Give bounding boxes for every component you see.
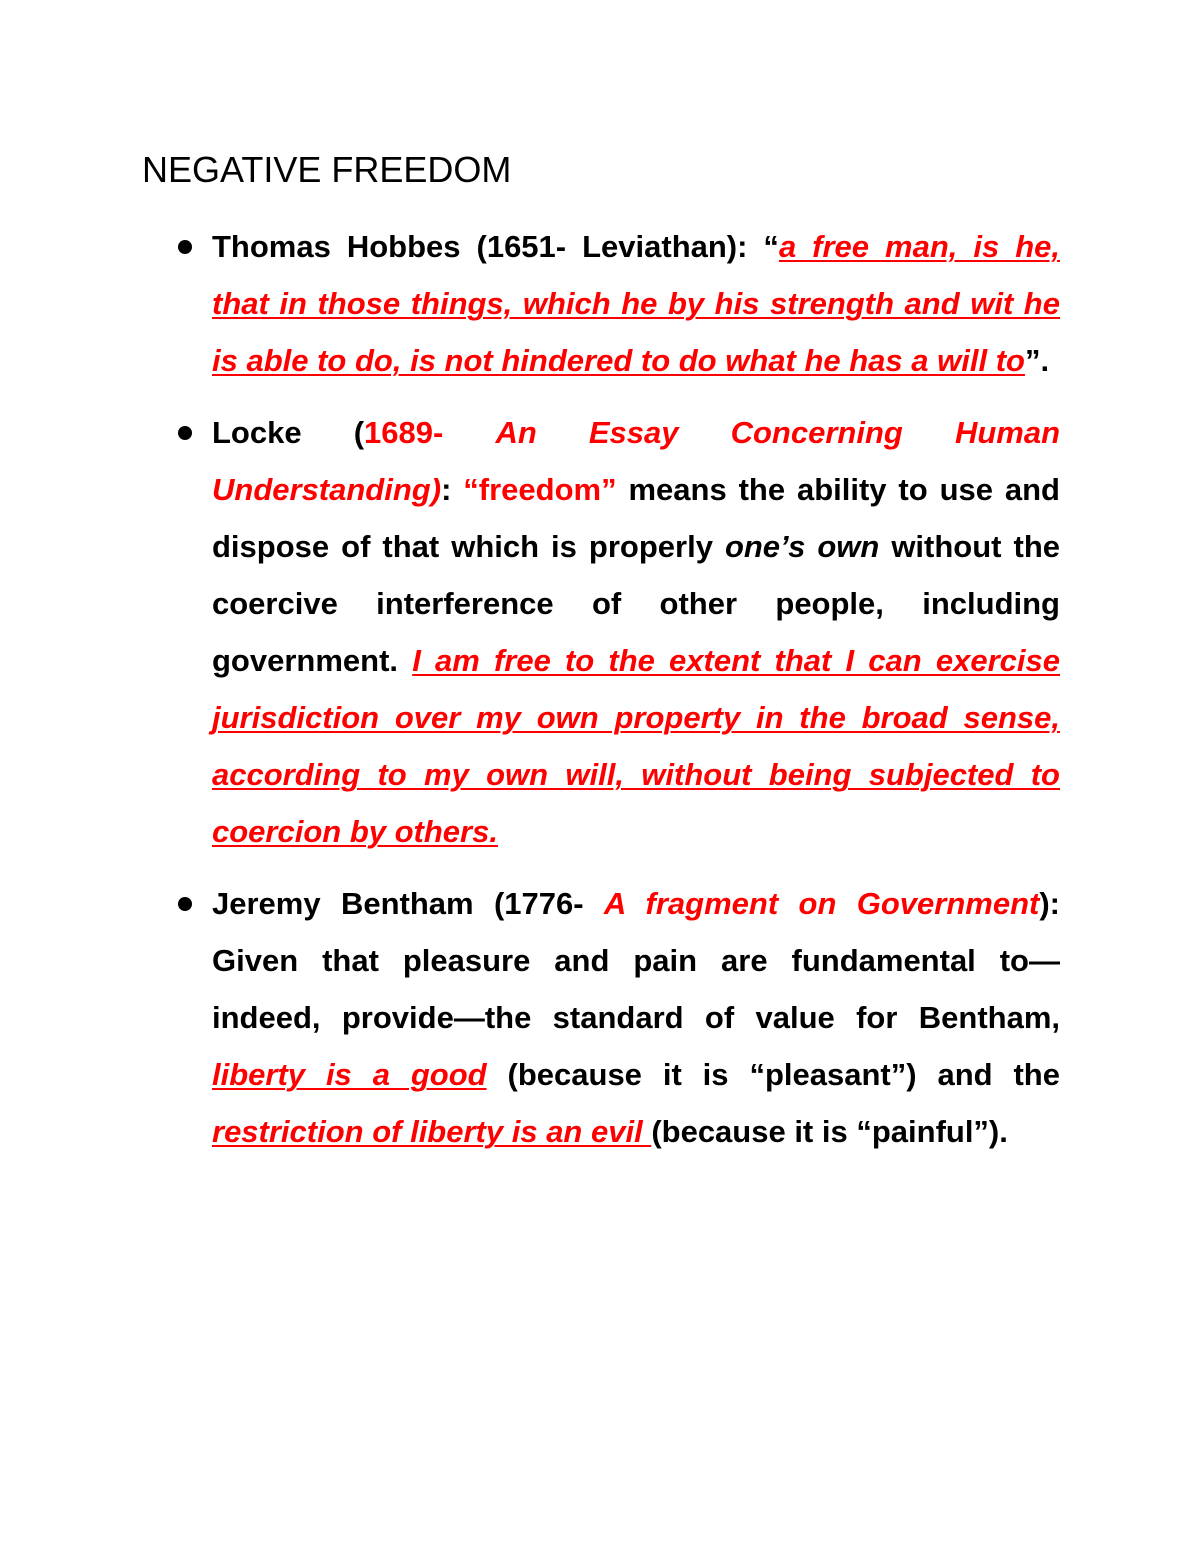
list-item-locke [142, 404, 1060, 860]
bentham-phrase-liberty-good: liberty is a good [212, 1057, 487, 1092]
locke-emphasis: one’s own [724, 529, 880, 564]
bullet-dot-icon [178, 240, 192, 254]
list-item-hobbes [142, 218, 1060, 389]
hobbes-quote-end: ”. [1024, 343, 1050, 378]
locke-work-title: An Essay Concerning Human Understanding) [212, 415, 1061, 507]
hobbes-author: Thomas Hobbes (1651- Leviathan): “ [212, 229, 779, 264]
bullet-dot-icon [178, 426, 192, 440]
bentham-text-1: ): Given that pleasure and pain are fundamental to—indeed, provide—the standard of value for Bentham, [212, 886, 1060, 1035]
locke-year: 1689- [364, 415, 496, 450]
locke-text-2: without the coercive interference of other people, including government. [212, 529, 1061, 678]
locke-quote: I am free to the extent that I can exercise jurisdiction over my own property in the broad sense, according to my own will, without being subjected to coercion by others. [212, 643, 1060, 849]
bullet-list [142, 218, 1060, 1160]
locke-author: Locke ( [212, 415, 365, 450]
locke-text-1: means the ability to use and dispose of that which is properly [212, 472, 1060, 564]
hobbes-quote: a free man, is he, that in those things, which he by his strength and wit he is able to do, is not hindered to do what he has a will to [212, 229, 1060, 378]
bentham-author: Jeremy Bentham (1776- [212, 886, 604, 921]
locke-colon: : [441, 472, 464, 507]
bentham-text-3: (because it is “painful”). [651, 1114, 1008, 1149]
bentham-phrase-restriction-evil: restriction of liberty is an evil [212, 1114, 652, 1149]
locke-freedom-word: “freedom” [463, 472, 617, 507]
bullet-dot-icon [178, 897, 192, 911]
page-title: NEGATIVE FREEDOM [142, 149, 512, 190]
list-item-bentham [142, 875, 1060, 1160]
bentham-work-title: A fragment on Government [603, 886, 1040, 921]
bentham-text-2: (because it is “pleasant”) and the [486, 1057, 1060, 1092]
